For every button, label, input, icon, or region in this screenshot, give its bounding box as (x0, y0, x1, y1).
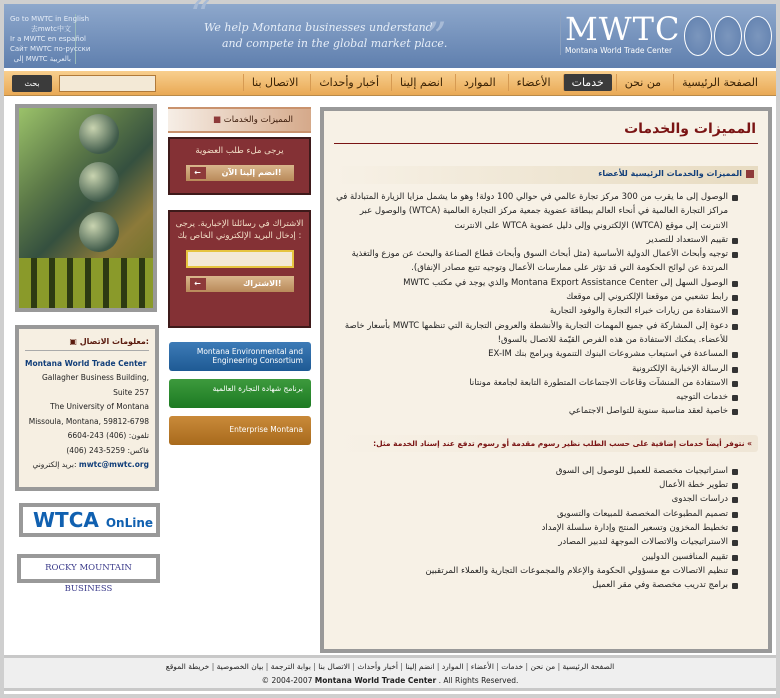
logo-subtitle: Montana World Trade Center (565, 46, 673, 55)
list-item: تنظيم الاتصالات مع مسؤولي الحكومة والإعلام والمجموعات التجارية والعملاء المرتقبين (334, 564, 738, 578)
footer-link[interactable]: | خريطة الموقع (166, 662, 217, 671)
additional-services-note: » نتوفر أيضاً خدمات إضافية على حسب الطلب نظير رسوم مقدمة أو رسوم تدفع عند إسناد الخدمة مثل: (334, 435, 758, 452)
contact-info (15, 325, 159, 491)
search-input[interactable] (59, 75, 156, 92)
newsletter-email-input[interactable] (186, 250, 294, 268)
main-content (320, 107, 772, 653)
address-line: Missoula, Montana, 59812-6798 (28, 416, 149, 426)
nav-item[interactable]: الصفحة الرئيسية (673, 74, 766, 91)
quote-open-icon: “ (190, 0, 211, 39)
header (4, 0, 776, 68)
list-item: تطوير خطة الأعمال (334, 478, 738, 492)
features-list (334, 190, 738, 419)
list-item: الرسالة الإخبارية الإلكترونية (334, 362, 738, 376)
page (4, 0, 776, 694)
list-item: تصميم المطبوعات المخصصة للمبيعات والتسويق (334, 507, 738, 521)
sidebar-item-features[interactable]: ■ المميزات والخدمات (168, 107, 311, 133)
tagline-line: and compete in the global market place. (222, 37, 448, 50)
list-item: دراسات الجدوى (334, 492, 738, 506)
copyright: © 2004-2007 Montana World Trade Center . All Rights Reserved. (261, 676, 519, 685)
quote-close-icon: ” (426, 15, 447, 61)
nav-item[interactable]: انضم إلينا (391, 74, 451, 91)
list-item: توجيه وأبحاث الأعمال الدولية الأساسية (مثل أبحاث السوق وأبحاث قطاع الصناعة والبحث عن موزع والتغذية المرتدة عن لوائح الحكومة التي قد تؤثر على ممارسات الأعمال وتوجيه تتبع مصادر الإنفاق). (334, 247, 738, 276)
newsletter-text: الاشتراك في رسائلنا الإخبارية. يرجى إدخال البريد الإلكتروني الخاص بك : (175, 219, 304, 241)
newsletter-box (168, 210, 311, 328)
page-title: المميزات والخدمات (334, 117, 758, 144)
nav-item[interactable]: أخبار وأحداث (310, 74, 387, 91)
list-item: الوصول السهل إلى Montana Export Assistance Center والذي يوجد في مكتب MWTC (334, 276, 738, 290)
email-line: بريد إلكتروني: mwtc@mwtc.org (32, 460, 149, 469)
membership-box (168, 137, 311, 195)
section-title: المميزات والخدمات الرئيسية للأعضاء (334, 166, 758, 184)
rocky-mountain-business-banner[interactable]: ROCKY MOUNTAIN BUSINESS (17, 554, 160, 583)
list-item: الاستفادة من زيارات خبراء التجارة والوفود التجارية (334, 304, 738, 318)
list-item: تخطيط المخزون وتسعير المنتج وإدارة سلسلة الإمداد (334, 521, 738, 535)
phone: تلفون: (406) 243-6604 (67, 431, 149, 440)
logo-text: MWTC (565, 10, 681, 48)
global-trade-certificate-banner[interactable]: برنامج شهادة التجارة العالمية (169, 379, 311, 408)
membership-text: يرجى ملء طلب العضوية (195, 146, 284, 156)
footer-link[interactable]: | انضم إلينا (405, 662, 442, 671)
footer (4, 655, 776, 691)
list-item: الوصول إلى ما يقرب من 300 مركز تجارة عالمي في حوالي 100 دولة! وهو ما يشمل مزايا الزيارة المتبادلة في مراكز التجارة العالمية في أنحاء العالم ببطاقة عضوية جمعية مركز التجارة العالمية (WTCA) والوصول عبر الانترنت إلى موقع (WTCA) الإلكتروني وإلى دليل عضوية WTCA على الانترنت (334, 190, 738, 233)
footer-link[interactable]: | بيان الخصوصية (217, 662, 271, 671)
fax: فاكس: 5259-243 (406) (66, 445, 149, 455)
list-item: الاستفادة من المنشآت وقاعات الاجتماعات المتطورة التابعة لجامعة مونتانا (334, 376, 738, 390)
main-nav (4, 70, 776, 96)
footer-link[interactable]: | أخبار وأحداث (357, 662, 405, 671)
lang-link[interactable]: Go to MWTC in English (10, 15, 90, 23)
additional-services-list (334, 464, 738, 593)
address-line: The University of Montana (50, 402, 149, 411)
search-button[interactable]: بحث (12, 75, 52, 92)
list-item: دعوة إلى المشاركة في جميع المهمات التجارية والأنشطة والعروض التجارية التي تنظمها MWTC بأسعار خاصة للأعضاء. يمكنك الاستفادة من هذه الفرص القيّمة للاتصال بالسوق! (334, 319, 738, 348)
nav-item[interactable]: الاتصال بنا (243, 74, 307, 91)
globe-icon (684, 16, 772, 56)
contact-title: ▣ معلومات الاتصال: (25, 335, 149, 351)
list-item: خدمات التوجيه (334, 390, 738, 404)
language-links (10, 14, 91, 64)
nav-item[interactable]: الأعضاء (508, 74, 559, 91)
nav-item[interactable]: الموارد (455, 74, 504, 91)
tagline-line: We help Montana businesses understand (204, 21, 433, 34)
footer-link[interactable]: | الموارد (442, 662, 471, 671)
meec-banner[interactable]: Montana Environmental and Engineering Consortium (169, 342, 311, 371)
footer-link[interactable]: | بوابة الترجمة (271, 662, 319, 671)
list-item: تقييم المنافسين الدوليين (334, 550, 738, 564)
logo[interactable] (560, 12, 680, 55)
nav-item[interactable]: خدمات (563, 74, 612, 91)
list-item: برامج تدريب مخصصة وفي مقر العميل (334, 578, 738, 592)
list-item: الاستراتيجيات والاتصالات الموجهة لتدبير المصادر (334, 535, 738, 549)
footer-link[interactable]: | من نحن (530, 662, 562, 671)
hero-image (15, 104, 157, 312)
footer-link[interactable]: | الاتصال بنا (318, 662, 357, 671)
footer-link[interactable]: | الأعضاء (471, 662, 501, 671)
contact-icon: ▣ (69, 337, 80, 346)
footer-link[interactable]: | خدمات (501, 662, 530, 671)
wtca-online-banner[interactable]: WTCA OnLine (19, 503, 160, 537)
lang-link[interactable]: Сайт MWTC по-русски (10, 45, 91, 53)
lang-link[interactable]: Ir a MWTC en español (10, 35, 86, 43)
list-item: خاصية لعقد مناسبة سنوية للتواصل الاجتماعي (334, 404, 738, 418)
enterprise-montana-banner[interactable]: Enterprise Montana (169, 416, 311, 445)
list-item: استراتيجيات مخصصة للعميل للوصول إلى السوق (334, 464, 738, 478)
subscribe-button[interactable]: ← الاشتراك! (186, 276, 294, 292)
lang-link[interactable]: إلى MWTC بالعربية (13, 55, 71, 63)
nav-item[interactable]: من نحن (616, 74, 669, 91)
address-line: Suite 257 (113, 387, 149, 397)
contact-org: Montana World Trade Center (25, 358, 147, 368)
footer-link[interactable]: الصفحة الرئيسية (562, 662, 615, 671)
list-item: المساعدة في استيعاب مشروعات البنوك التنموية وبرامج بنك EX-IM (334, 347, 738, 361)
lang-link[interactable]: 去mwtc中文 (30, 25, 71, 33)
tagline (190, 0, 448, 61)
join-button[interactable]: ← انضم إلينا الآن! (186, 165, 294, 181)
address-line: Gallagher Business Building, (41, 373, 149, 382)
list-item: تقييم الاستعداد للتصدير (334, 233, 738, 247)
list-item: رابط تشعبي من موقعنا الإلكتروني إلى موقعك (334, 290, 738, 304)
footer-links (4, 660, 776, 674)
email-link[interactable]: mwtc@mwtc.org (78, 460, 149, 469)
